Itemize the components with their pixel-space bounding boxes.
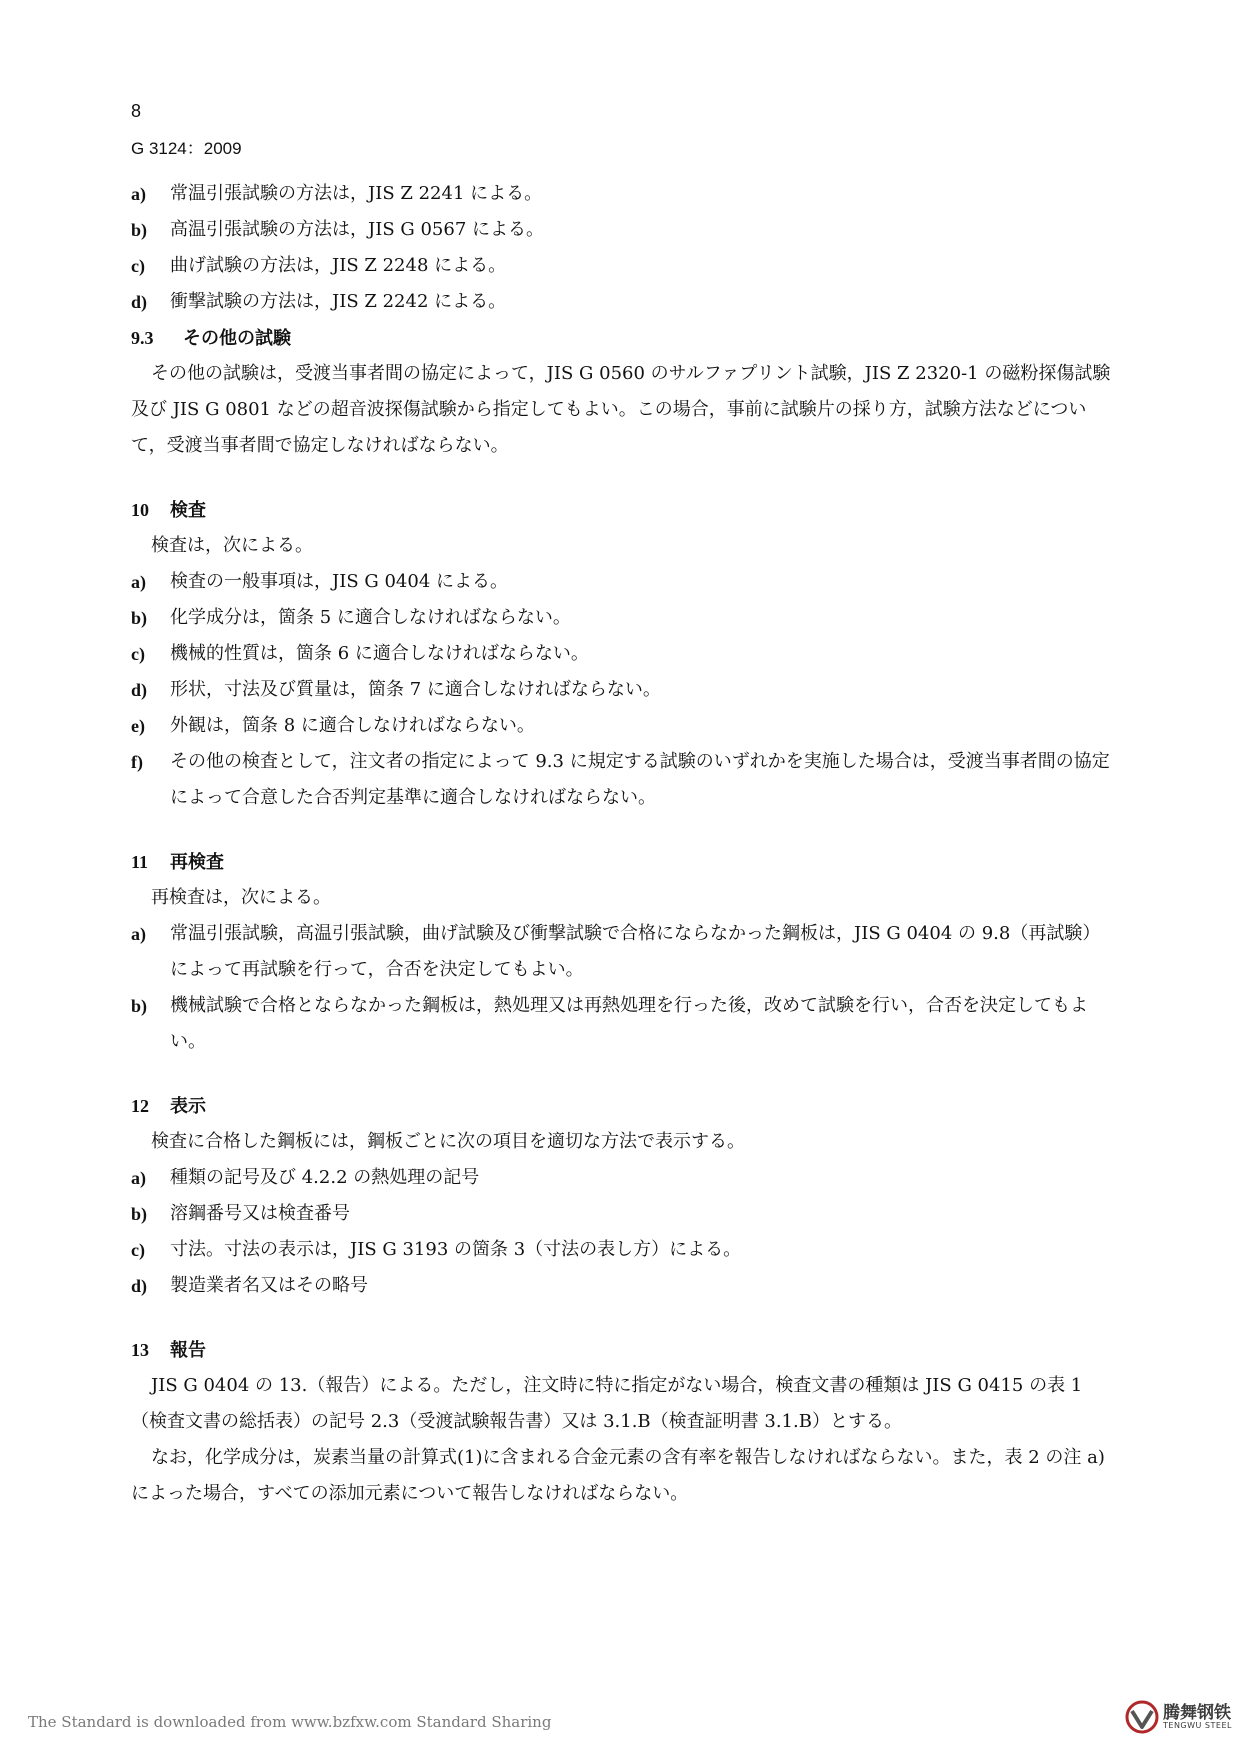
item-text: 常温引張試験の方法は，JIS Z 2241 による。: [170, 183, 543, 204]
list-item: [131, 176, 1111, 212]
item-text: 曲げ試験の方法は，JIS Z 2248 による。: [170, 255, 507, 276]
item-label: d): [131, 680, 148, 700]
paragraph: なお，化学成分は，炭素当量の計算式(1)に含まれる合金元素の含有率を報告しなければならない。また，表 2 の注 a) によった場合，すべての添加元素について報告しなければならない。: [131, 1447, 1105, 1504]
section-intro: 検査は，次による。: [151, 535, 313, 556]
list-item: [131, 284, 1111, 320]
section-number: 12: [131, 1096, 149, 1116]
list-item: [131, 916, 1111, 988]
page-number: 8: [131, 101, 142, 121]
document-id: G 3124：2009: [131, 139, 242, 158]
item-label: b): [131, 608, 148, 628]
item-text: 寸法。寸法の表示は，JIS G 3193 の箇条 3（寸法の表し方）による。: [170, 1239, 742, 1260]
item-label: d): [131, 292, 148, 312]
section-heading: [131, 1332, 1111, 1368]
item-text: 常温引張試験，高温引張試験，曲げ試験及び衝撃試験で合格にならなかった鋼板は，JIS G 0404 の 9.8（再試験）によって再試験を行って，合否を決定してもよい。: [170, 923, 1101, 980]
section-title: 報告: [170, 1340, 206, 1361]
list-item: [131, 600, 1111, 636]
section-title: 検査: [170, 500, 206, 521]
item-text: 高温引張試験の方法は，JIS G 0567 による。: [170, 219, 545, 240]
item-text: 溶鋼番号又は検査番号: [170, 1203, 350, 1224]
item-text: 衝撃試験の方法は，JIS Z 2242 による。: [170, 291, 507, 312]
item-label: b): [131, 996, 148, 1016]
logo-english-name: TENGWU STEEL: [1163, 1720, 1232, 1730]
item-text: 化学成分は，箇条 5 に適合しなければならない。: [170, 607, 571, 628]
item-label: b): [131, 220, 148, 240]
list-item: [131, 1268, 1111, 1304]
item-text: その他の検査として，注文者の指定によって 9.3 に規定する試験のいずれかを実施した場合は，受渡当事者間の協定によって合意した合否判定基準に適合しなければならない。: [170, 751, 1110, 808]
item-text: 機械試験で合格とならなかった鋼板は，熱処理又は再熱処理を行った後，改めて試験を行い，合否を決定してもよい。: [170, 995, 1088, 1052]
item-text: 種類の記号及び 4.2.2 の熱処理の記号: [170, 1167, 480, 1188]
company-logo: [1125, 1700, 1232, 1734]
item-label: a): [131, 572, 146, 592]
item-label: c): [131, 1240, 145, 1260]
item-label: b): [131, 1204, 148, 1224]
section-number: 11: [131, 852, 149, 872]
list-item: [131, 636, 1111, 672]
list-item: [131, 988, 1111, 1060]
section-intro: 再検査は，次による。: [151, 887, 331, 908]
item-text: 製造業者名又はその略号: [170, 1275, 368, 1296]
logo-chinese-name: 腾舞钢铁: [1163, 1702, 1231, 1723]
subsection-number: 9.3: [131, 328, 154, 348]
tengwu-logo-icon: [1125, 1700, 1159, 1734]
item-label: c): [131, 644, 145, 664]
section-title: 再検査: [170, 852, 224, 873]
item-text: 外観は，箇条 8 に適合しなければならない。: [170, 715, 535, 736]
paragraph: JIS G 0404 の 13.（報告）による。ただし，注文時に特に指定がない場合，検査文書の種類は JIS G 0415 の表 1（検査文書の総括表）の記号 2.3（受渡試験報告書）又は 3.1.B（検査証明書 3.1.B）とする。: [131, 1375, 1083, 1432]
list-item: [131, 564, 1111, 600]
section-heading: [131, 1088, 1111, 1124]
subsection-heading: [131, 320, 1111, 356]
item-text: 形状，寸法及び質量は，箇条 7 に適合しなければならない。: [170, 679, 661, 700]
section-number: 13: [131, 1340, 149, 1360]
footer-source-text: The Standard is downloaded from www.bzfxw.com Standard Sharing: [28, 1713, 552, 1731]
list-item: [131, 1196, 1111, 1232]
list-item: [131, 672, 1111, 708]
section-heading: [131, 492, 1111, 528]
subsection-title: その他の試験: [183, 328, 291, 349]
section-heading: [131, 844, 1111, 880]
list-item: [131, 708, 1111, 744]
item-text: 検査の一般事項は，JIS G 0404 による。: [170, 571, 509, 592]
section-intro: 検査に合格した鋼板には，鋼板ごとに次の項目を適切な方法で表示する。: [151, 1131, 745, 1152]
list-item: [131, 1232, 1111, 1268]
item-label: f): [131, 752, 143, 772]
item-label: c): [131, 256, 145, 276]
item-label: d): [131, 1276, 148, 1296]
section-number: 10: [131, 500, 149, 520]
list-item: [131, 212, 1111, 248]
item-label: a): [131, 924, 146, 944]
item-label: a): [131, 184, 146, 204]
list-item: [131, 744, 1111, 816]
list-item: [131, 1160, 1111, 1196]
section-title: 表示: [170, 1096, 206, 1117]
document-body: [131, 176, 1111, 1512]
item-label: e): [131, 716, 145, 736]
paragraph: その他の試験は，受渡当事者間の協定によって，JIS G 0560 のサルファプリント試験，JIS Z 2320-1 の磁粉探傷試験及び JIS G 0801 などの超音波探傷試験から指定してもよい。この場合，事前に試験片の採り方，試験方法などについて，受渡当事者間で協定しなければならない。: [131, 363, 1111, 456]
item-label: a): [131, 1168, 146, 1188]
list-item: [131, 248, 1111, 284]
item-text: 機械的性質は，箇条 6 に適合しなければならない。: [170, 643, 589, 664]
